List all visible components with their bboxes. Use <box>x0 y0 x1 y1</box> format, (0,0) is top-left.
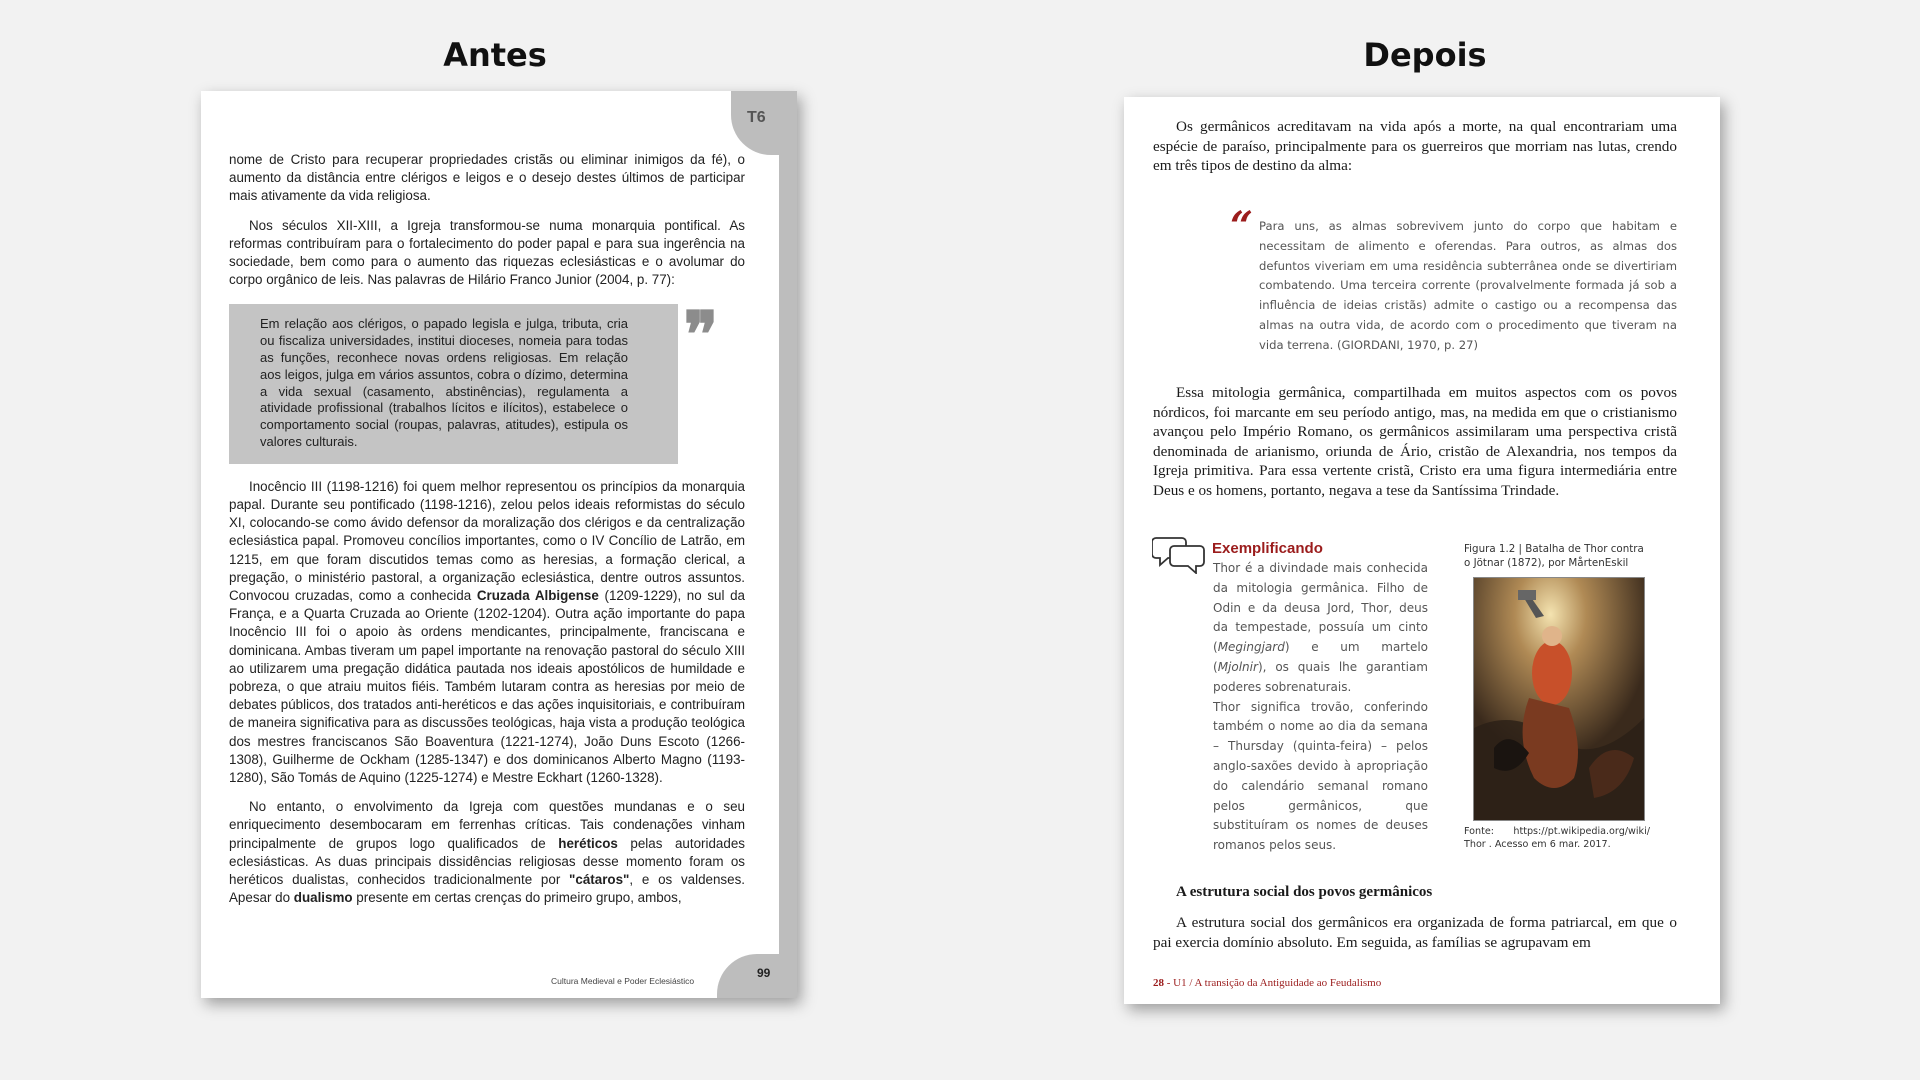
quote-box <box>229 298 718 463</box>
speech-bubbles-icon <box>1152 534 1208 574</box>
side-band <box>779 91 797 998</box>
chapter-tag: T6 <box>747 109 766 126</box>
footer-title: Cultura Medieval e Poder Eclesiástico <box>551 976 695 986</box>
thor-painting-image <box>1473 577 1645 821</box>
paragraph-top: nome de Cristo para recuperar propriedades cristãs ou eliminar inimigos da fé), o aumento da distância entre clérigos e leigos e o desejo destes últimos de participar mais ativamente da vida religiosa. <box>229 152 745 204</box>
page-number-tab <box>717 954 797 998</box>
chapter-tab <box>731 91 797 155</box>
quote-mark-icon: ❞ <box>683 298 718 374</box>
page-number: 99 <box>757 966 771 980</box>
heading-after: Depois <box>1363 36 1487 74</box>
page-before <box>201 91 797 998</box>
quote-text: Para uns, as almas sobrevivem junto do corpo que habitam e necessitam de alimento e oferendas. Para outros, as almas dos defuntos viveriam em uma residência subterrânea onde se divertiriam combatendo. Uma terceira corrente (provalvelmente formada já sob a influência de ideias cristãs) admite o castigo ou a recompensa das almas na outra vida, de acordo com o procedimento que tiveram na vida terrena. (GIORDANI, 1970, p. 27) <box>1259 219 1677 352</box>
paragraph-2: Essa mitologia germânica, compartilhada em muitos aspectos com os povos nórdicos, foi marcante em seu período antigo, mas, na medida em que o cristianismo avançou pelo Império Romano, os germânicos assimilaram uma perspectiva cristã denominada de arianismo, oriunda de Ário, cristão de Alexandria, nos tempos da Igreja primitiva. Para essa vertente cristã, Cristo era uma figura intermediária entre Deus e os homens, portanto, negava a tese da Santíssima Trindade. <box>1153 384 1677 499</box>
section-title: A estrutura social dos povos germânicos <box>1176 884 1433 900</box>
paragraph-3: Inocêncio III (1198-1216) foi quem melhor representou os princípios da monarquia papal. Durante seu pontificado (1198-1216), zelou pelos ideais reformistas do século XI, colocando-se como ávido defensor da moralização dos clérigos e da centralização eclesiástica papal. Promoveu concílios importantes, como o IV Concílio de Latrão, em 1215, em que foram discutidos temas como as heresias, a formação clerical, a pregação, o ministério pastoral, a organização eclesiástica, dentre outros assuntos. Convocou cruzadas, como a conhecida Cruzada Albigense (1209-1229), no sul da França, e a Quarta Cruzada ao Oriente (1202-1204). Outra ação importante do papa Inocêncio III foi o apoio às ordens mendicantes, principalmente, franciscana e dominicana. Ambas tiveram um papel importante na renovação pastoral do século XIII ao utilizarem uma pregação didática pautada nos ideais apostólicos de humildade e pobreza, o que atraiu muitos fiéis. Também lutaram contra as heresias por meio de debates públicos, dos tratados anti-heréticos e das ações inquisitoriais, e contribuíram de maneira significativa para as discussões teológicas, haja vista a produção teológica dos mestres franciscanos São Boaventura (1221-1274), João Duns Escoto (1266-1308), Guilherme de Ockham (1285-1347) e dos dominicanos Alberto Magno (1193-1280), São Tomás de Aquino (1225-1274) e Mestre Eckhart (1260-1328). <box>229 478 746 786</box>
paragraph-4: No entanto, o envolvimento da Igreja com questões mundanas e o seu enriquecimento desembocaram em ferrenhas críticas. Tais condenações vinham principalmente de grupos logo qualificados de heréticos pelas autoridades eclesiásticas. As duas principais dissidências religiosas desse momento foram os heréticos dualistas, conhecidos tradicionalmente por "cátaros", e os valdenses. Apesar do dualismo presente em certas crenças do primeiro grupo, ambos, <box>229 799 745 906</box>
heading-before: Antes <box>443 36 547 74</box>
exemplificando-title: Exemplificando <box>1212 540 1323 557</box>
exemplificando-text: Thor é a divindade mais conhecida da mitologia germânica. Filho de Odin e da deusa Jord, Thor, deus da tempestade, possuía um cinto (Megingjard) e um martelo (Mjolnir), os quais lhe garantiam poderes sobrenaturais. Thor significa trovão, conferindo também o nome ao dia da semana – Thursday (quinta-feira) – pelos anglo-saxões devido à apropriação do calendário semanal romano pelos germânicos, que substituíram os nomes de deuses romanos pelos seus. <box>1213 561 1428 853</box>
figure-caption: Figura 1.2 | Batalha de Thor contra o Jötnar (1872), por MårtenEskil <box>1464 543 1644 569</box>
quote-text: Em relação aos clérigos, o papado legisla e julga, tributa, cria ou fiscaliza universidades, institui dioceses, nomeia para todas as funções, reconhece novas ordens religiosas. Em relação aos leigos, julga em vários assuntos, cobra o dízimo, determina a vida sexual (casamento, abstinências), regulamenta a atividade profissional (trabalhos lícitos e ilícitos), estabelece o comportamento social (roupas, palavras, atitudes), estipula os valores culturais. <box>260 316 628 449</box>
paragraph-1: Os germânicos acreditavam na vida após a morte, na qual encontrariam uma espécie de paraíso, principalmente para os guerreiros que morriam nas lutas, crendo em três tipos de destino da alma: <box>1153 118 1677 174</box>
quote-mark-icon: “ <box>1230 203 1254 250</box>
paragraph-2: Nos séculos XII-XIII, a Igreja transformou-se numa monarquia pontifical. As reformas contribuíram para o fortalecimento do poder papal e para sua ingerência na sociedade, bem como para o aumento das riquezas eclesiásticas e o avolumar do corpo orgânico de leis. Nas palavras de Hilário Franco Junior (2004, p. 77): <box>229 217 745 288</box>
page-after <box>1124 97 1720 1004</box>
page-number: 28 <box>1153 977 1164 989</box>
paragraph-3: A estrutura social dos germânicos era organizada de forma patriarcal, em que o pai exercia domínio absoluto. Em seguida, as famílias se agrupavam em <box>1153 914 1677 951</box>
left-body-text <box>229 151 745 918</box>
figure-source: Fonte: https://pt.wikipedia.org/wiki/ Thor . Acesso em 6 mar. 2017. <box>1464 826 1650 850</box>
footer-right: 28 - U1 / A transição da Antiguidade ao Feudalismo <box>1153 977 1382 989</box>
